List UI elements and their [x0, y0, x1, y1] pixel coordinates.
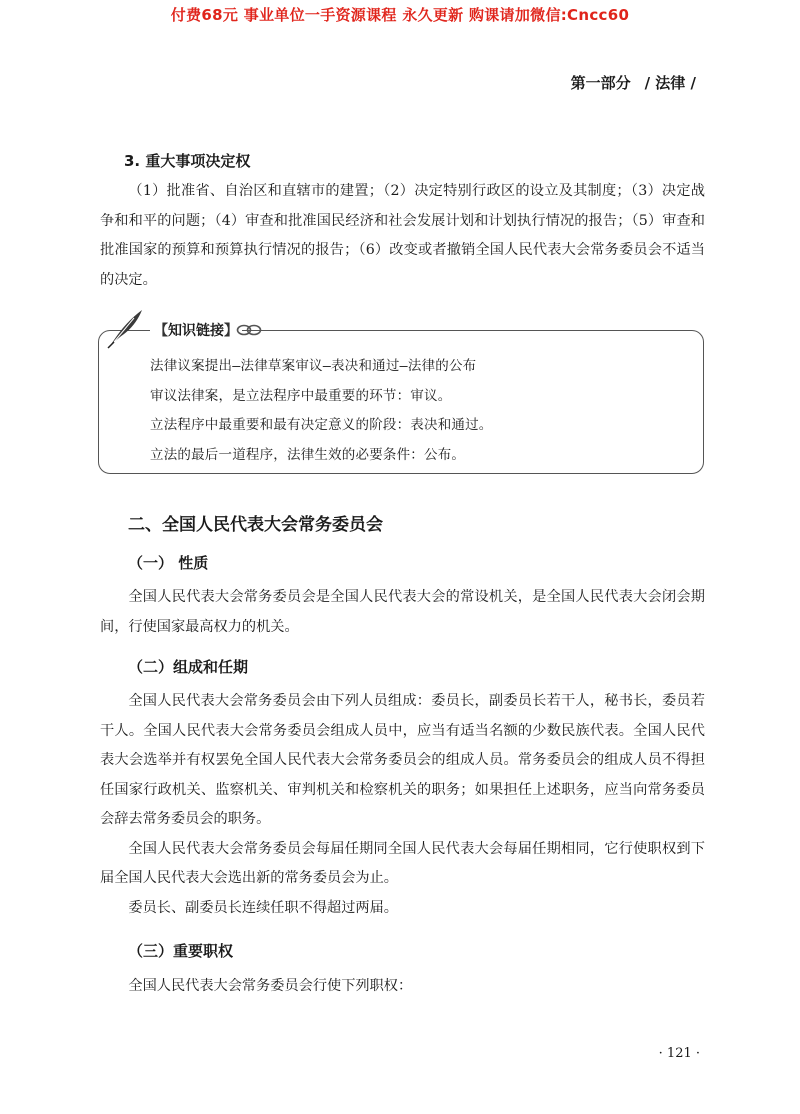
powers-paragraph: 全国人民代表大会常务委员会行使下列职权：	[128, 978, 413, 994]
title-bracket-close: 】	[224, 323, 238, 339]
knowledge-line: 审议法律案，是立法程序中最重要的环节：审议。	[150, 387, 452, 404]
watermark-banner: 付费68元 事业单位一手资源课程 永久更新 购课请加微信:Cncc60	[170, 6, 630, 24]
powers-heading: （三）重要职权	[128, 942, 234, 960]
header-section: / 法律 /	[644, 74, 696, 92]
nature-paragraph: 全国人民代表大会常务委员会是全国人民代表大会的常设机关，是全国人民代表大会闭会期间，行使国家最高权力的机关。	[100, 589, 705, 635]
running-header	[571, 72, 700, 93]
composition-paragraph: 全国人民代表大会常务委员会每届任期同全国人民代表大会每届任期相同，它行使职权到下届全国人民代表大会选出新的常务委员会为止。	[100, 840, 705, 886]
knowledge-line: 立法程序中最重要和最有决定意义的阶段：表决和通过。	[150, 417, 493, 433]
page-number: · 121 ·	[658, 1046, 700, 1061]
knowledge-box-title	[150, 320, 242, 340]
section-3	[100, 150, 705, 295]
chapter-heading: 二、全国人民代表大会常务委员会	[128, 515, 383, 535]
chain-link-icon	[236, 323, 262, 337]
section-3-paragraph: （1）批准省、自治区和直辖市的建置；（2）决定特别行政区的设立及其制度；（3）决定战争和和平的问题；（4）审查和批准国民经济和社会发展计划和计划执行情况的报告；（5）审查和批准国家的预算和预算执行情况的报告；（6）改变或者撤销全国人民代表大会常务委员会不适当的决定。	[100, 183, 705, 288]
composition-paragraph: 委员长、副委员长连续任职不得超过两届。	[128, 899, 398, 916]
nature-section	[100, 583, 705, 642]
title-bracket-open: 【	[154, 323, 168, 339]
composition-paragraph: 全国人民代表大会常务委员会由下列人员组成：委员长，副委员长若干人，秘书长，委员若干人。全国人民代表大会常务委员会组成人员中，应当有适当名额的少数民族代表。全国人民代表大会选举并有权罢免全国人民代表大会常务委员会的组成人员。常务委员会的组成人员不得担任国家行政机关、监察机关、审判机关和检察机关的职务；如果担任上述职务，应当向常务委员会辞去常务委员会的职务。	[100, 693, 705, 827]
knowledge-box-lines	[150, 352, 670, 470]
powers-section	[100, 972, 705, 1002]
composition-section	[100, 687, 705, 923]
quill-icon	[104, 304, 150, 350]
section-3-heading: 3. 重大事项决定权	[124, 152, 251, 170]
knowledge-line: 法律议案提出—法律草案审议—表决和通过—法律的公布	[150, 358, 477, 374]
knowledge-box-title-text: 知识链接	[168, 323, 224, 339]
header-part: 第一部分	[570, 74, 631, 92]
composition-heading: （二）组成和任期	[128, 658, 249, 676]
knowledge-line: 立法的最后一道程序，法律生效的必要条件：公布。	[150, 446, 466, 463]
nature-heading: （一） 性质	[128, 554, 209, 572]
